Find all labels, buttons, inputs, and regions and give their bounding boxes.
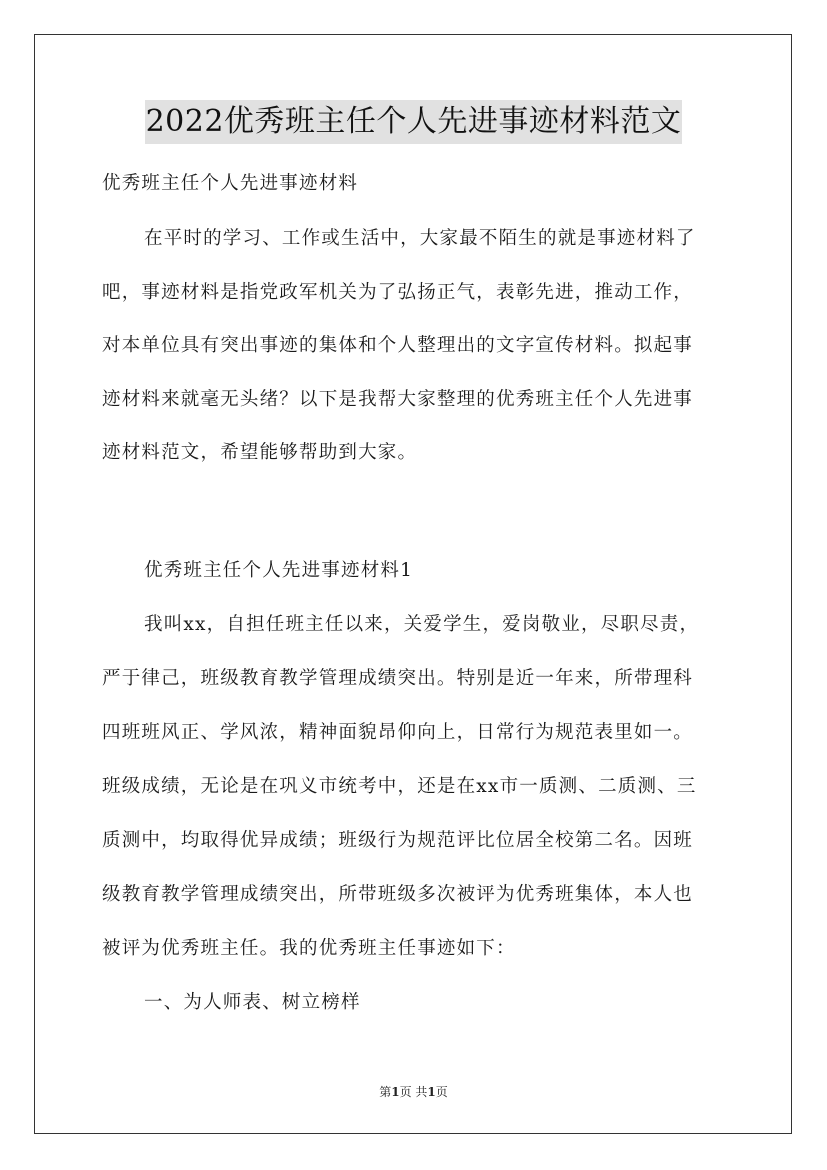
intro-line-2: 吧，事迹材料是指党政军机关为了弘扬正气，表彰先进，推动工作， — [102, 282, 694, 303]
body-line-4: 班级成绩，无论是在巩义市统考中，还是在xx市一质测、二质测、三 — [102, 776, 697, 797]
intro-line-4: 迹材料来就毫无头绪？以下是我帮大家整理的优秀班主任个人先进事 — [102, 389, 694, 410]
footer-page-prefix: 第 — [379, 1085, 392, 1099]
body-line-5: 质测中，均取得优异成绩；班级行为规范评比位居全校第二名。因班 — [102, 830, 694, 851]
intro-line-1: 在平时的学习、工作或生活中，大家最不陌生的就是事迹材料了 — [144, 228, 696, 249]
footer-page-suffix: 页 — [435, 1085, 448, 1099]
body-line-2: 严于律己，班级教育教学管理成绩突出。特别是近一年来，所带理科 — [102, 668, 694, 689]
intro-line-3: 对本单位具有突出事迹的集体和个人整理出的文字宣传材料。拟起事 — [102, 335, 694, 356]
body-line-6: 级教育教学管理成绩突出，所带班级多次被评为优秀班集体，本人也 — [102, 884, 694, 905]
document-title: 2022优秀班主任个人先进事迹材料范文 — [145, 100, 683, 144]
page-footer — [0, 1083, 827, 1100]
footer-page-total: 1 — [427, 1085, 436, 1099]
body-line-1: 我叫xx，自担任班主任以来，关爱学生，爱岗敬业，尽职尽责， — [144, 614, 700, 635]
footer-page-mid: 页 共 — [399, 1085, 428, 1099]
body-line-7: 被评为优秀班主任。我的优秀班主任事迹如下： — [102, 938, 516, 959]
section-heading: 优秀班主任个人先进事迹材料1 — [144, 560, 414, 581]
title-container — [0, 100, 827, 144]
subtitle: 优秀班主任个人先进事迹材料 — [102, 173, 359, 194]
sub-heading: 一、为人师表、树立榜样 — [144, 992, 361, 1013]
intro-line-5: 迹材料范文，希望能够帮助到大家。 — [102, 442, 418, 463]
footer-page-number: 1 — [391, 1085, 400, 1099]
body-line-3: 四班班风正、学风浓，精神面貌昂仰向上，日常行为规范表里如一。 — [102, 722, 694, 743]
